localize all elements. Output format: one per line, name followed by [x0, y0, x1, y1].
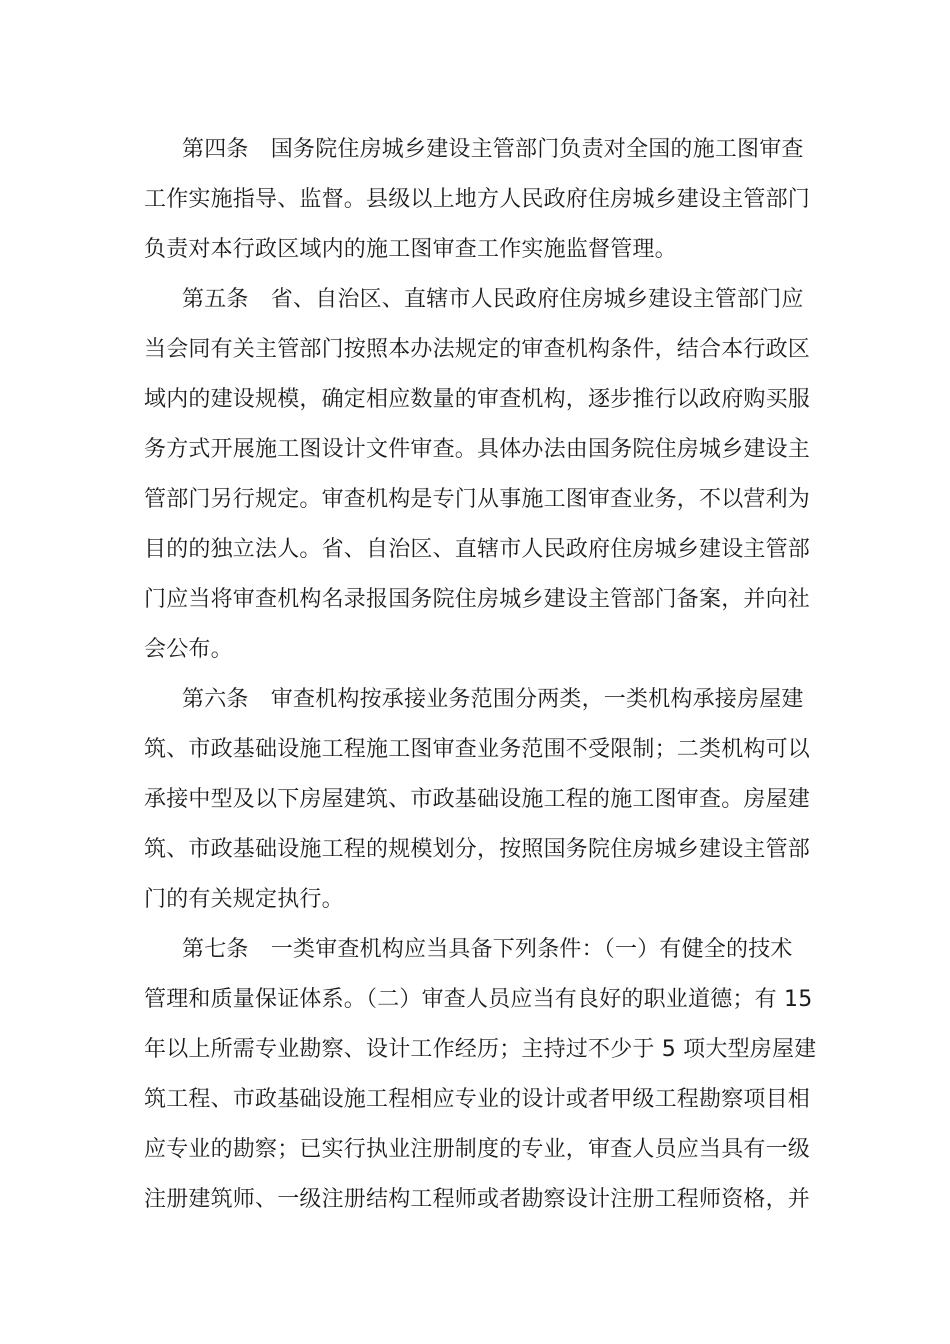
article-7-line-2: 管理和质量保证体系。（二）审查人员应当有良好的职业道德；有 15: [144, 987, 813, 1012]
article-5-line-8: 会公布。: [144, 637, 233, 662]
article-6-line-2: 筑、市政基础设施工程施工图审查业务范围不受限制；二类机构可以: [144, 737, 811, 762]
article-6-line-3: 承接中型及以下房屋建筑、市政基础设施工程的施工图审查。房屋建: [144, 787, 811, 812]
article-5-line-7: 门应当将审查机构名录报国务院住房城乡建设主管部门备案，并向社: [144, 587, 811, 612]
article-4-line-3: 负责对本行政区域内的施工图审查工作实施监督管理。: [144, 237, 677, 262]
article-4-line-2: 工作实施指导、监督。县级以上地方人民政府住房城乡建设主管部门: [144, 187, 811, 212]
article-5-line-2: 当会同有关主管部门按照本办法规定的审查机构条件，结合本行政区: [144, 337, 811, 362]
article-6-line-5: 门的有关规定执行。: [144, 887, 344, 912]
article-7-line-6: 注册建筑师、一级注册结构工程师或者勘察设计注册工程师资格，并: [144, 1187, 811, 1212]
article-5-line-1: 第五条 省、自治区、直辖市人民政府住房城乡建设主管部门应: [182, 287, 804, 312]
article-5-line-5: 管部门另行规定。审查机构是专门从事施工图审查业务，不以营利为: [144, 487, 811, 512]
article-5-line-3: 域内的建设规模，确定相应数量的审查机构，逐步推行以政府购买服: [144, 387, 811, 412]
article-7-line-1: 第七条 一类审查机构应当具备下列条件：（一）有健全的技术: [182, 937, 793, 962]
article-5-line-6: 目的的独立法人。省、自治区、直辖市人民政府住房城乡建设主管部: [144, 537, 811, 562]
article-7-line-4: 筑工程、市政基础设施工程相应专业的设计或者甲级工程勘察项目相: [144, 1087, 811, 1112]
article-7-line-5: 应专业的勘察；已实行执业注册制度的专业，审查人员应当具有一级: [144, 1137, 811, 1162]
article-6-line-4: 筑、市政基础设施工程的规模划分，按照国务院住房城乡建设主管部: [144, 837, 811, 862]
article-4-line-1: 第四条 国务院住房城乡建设主管部门负责对全国的施工图审查: [182, 137, 804, 162]
article-7-line-3: 年以上所需专业勘察、设计工作经历；主持过不少于 5 项大型房屋建: [144, 1037, 817, 1062]
article-5-line-4: 务方式开展施工图设计文件审查。具体办法由国务院住房城乡建设主: [144, 437, 811, 462]
article-6-line-1: 第六条 审查机构按承接业务范围分两类，一类机构承接房屋建: [182, 687, 804, 712]
